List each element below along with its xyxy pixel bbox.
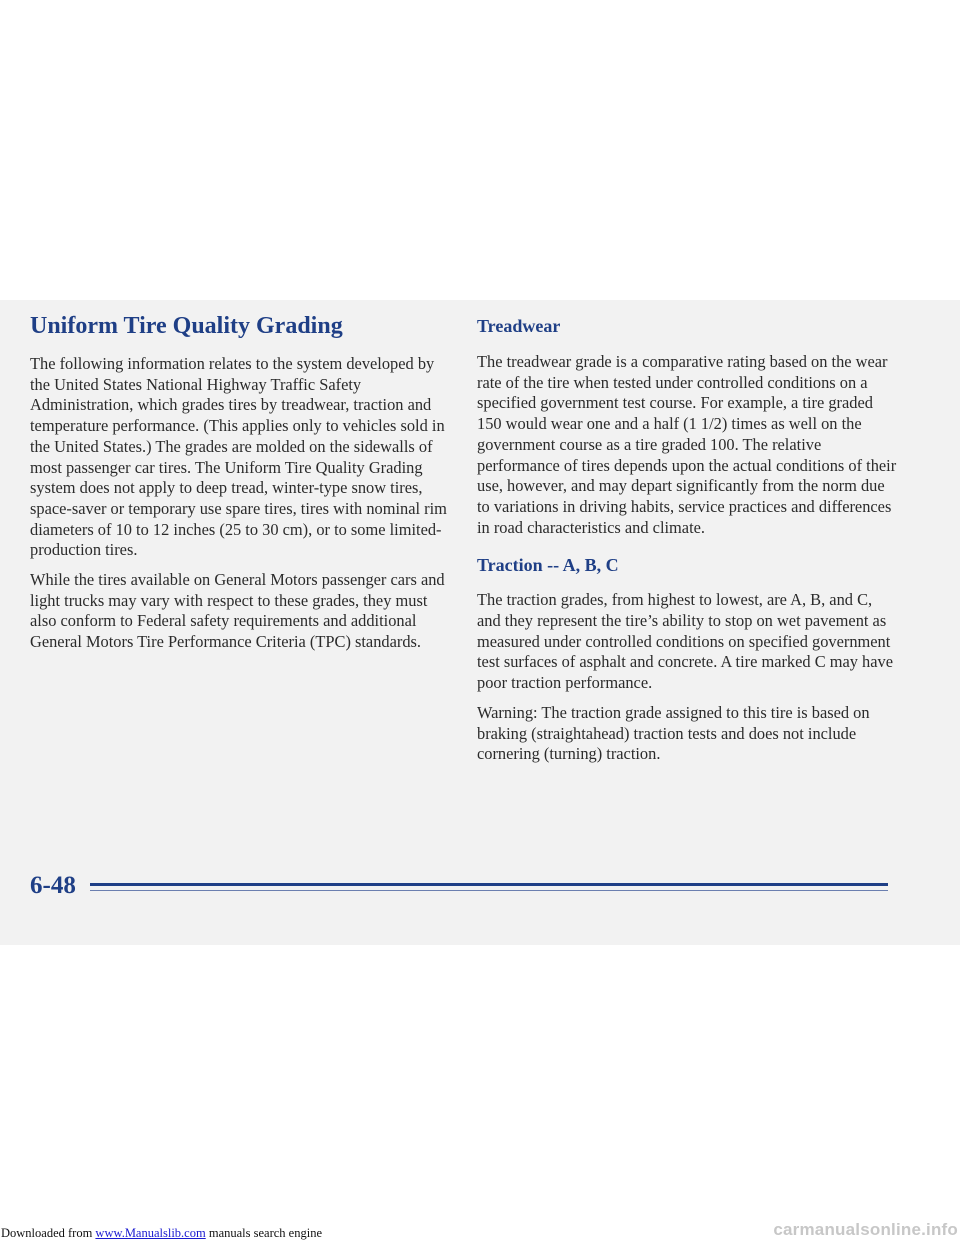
download-prefix: Downloaded from xyxy=(1,1226,96,1240)
warning-paragraph: Warning: The traction grade assigned to this tire is based on braking (straightahead) traction tests and does not include cornering (turning) traction. xyxy=(477,702,870,764)
download-bar xyxy=(0,1220,960,1242)
page-number: 6-48 xyxy=(30,872,76,899)
download-suffix: manuals search engine xyxy=(205,1226,322,1240)
treadwear-paragraph: The treadwear grade is a comparative rating based on the wear rate of the tire when tested under controlled conditions on a specified government test course. For example, a tire graded 150 would wear one and a half (1 1/2) times as well on the government course as a tire graded 100. The relative performance of tires depends upon the actual conditions of their use, however, and may depart significantly from the norm due to variations in driving habits, service practices and differences in road characteristics and climate. xyxy=(477,352,897,537)
traction-heading: Traction -- A, B, C xyxy=(477,555,619,576)
section-title: Uniform Tire Quality Grading xyxy=(30,313,343,339)
footer-rule xyxy=(90,883,888,886)
gm-paragraph: While the tires available on General Motors passenger cars and light trucks may vary with respect to these grades, they must also conform to Federal safety requirements and additional General Motors Tire Performance Criteria (TPC) standards. xyxy=(30,570,445,652)
treadwear-heading: Treadwear xyxy=(477,316,561,336)
right-column xyxy=(477,311,897,774)
footer-rule-thin xyxy=(90,890,888,891)
download-notice xyxy=(1,1226,322,1241)
left-column xyxy=(30,311,455,662)
traction-paragraph: The traction grades, from highest to lowest, are A, B, and C, and they represent the tire’s ability to stop on wet pavement as measured under controlled conditions on specified government test surfaces of asphalt and concrete. A tire marked C may have poor traction performance. xyxy=(477,590,893,693)
intro-paragraph: The following information relates to the system developed by the United States National Highway Traffic Safety Administration, which grades tires by treadwear, traction and temperature performance. (This applies only to vehicles sold in the United States.) The grades are molded on the sidewalls of most passenger car tires. The Uniform Tire Quality Grading system does not apply to deep tread, winter-type snow tires, space-saver or temporary use spare tires, tires with nominal rim diameters of 10 to 12 inches (25 to 30 cm), or to some limited-production tires. xyxy=(30,354,447,560)
manualslib-link[interactable]: www.Manualslib.com xyxy=(95,1226,206,1240)
watermark: carmanualsonline.info xyxy=(773,1220,958,1239)
